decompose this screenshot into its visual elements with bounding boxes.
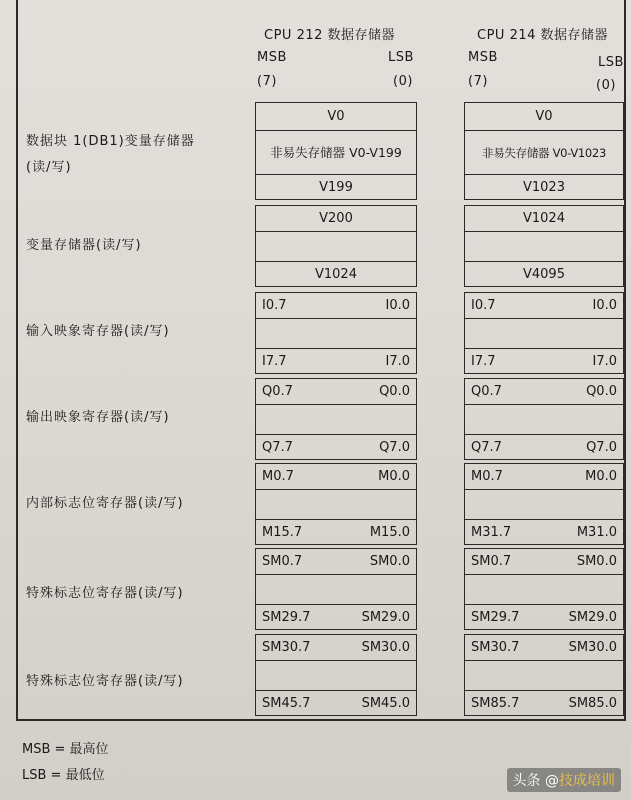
cpu212-special1-bl: SM29.7 xyxy=(262,610,311,625)
cpu214-db1-bottom: V1023 xyxy=(523,180,565,195)
cpu212-special1-mid xyxy=(256,575,416,605)
cpu214-output-br: Q7.0 xyxy=(586,440,617,455)
cpu214-special2-bl: SM85.7 xyxy=(471,696,520,711)
cpu214-output-box xyxy=(464,378,624,460)
footer-msb-legend: MSB = 最高位 xyxy=(22,742,109,757)
cpu214-input-box xyxy=(464,292,624,374)
cpu214-input-tr: I0.0 xyxy=(592,298,617,313)
cpu212-output-tl: Q0.7 xyxy=(262,384,293,399)
watermark xyxy=(507,768,621,792)
cpu214-msb: MSB xyxy=(468,50,498,65)
cpu212-special2-bottom-row xyxy=(256,691,416,716)
frame-left-line xyxy=(16,0,18,720)
cpu212-special1-box xyxy=(255,548,417,630)
cpu214-special1-br: SM29.0 xyxy=(568,610,617,625)
cpu214-special2-box xyxy=(464,634,624,716)
cpu214-input-top-row xyxy=(465,293,623,319)
cpu212-internal-bottom-row xyxy=(256,520,416,545)
cpu212-var-top: V200 xyxy=(256,206,416,232)
cpu214-output-tr: Q0.0 xyxy=(586,384,617,399)
cpu212-db1-top: V0 xyxy=(256,103,416,131)
cpu212-output-bl: Q7.7 xyxy=(262,440,293,455)
cpu212-special2-br: SM45.0 xyxy=(361,696,410,711)
cpu214-internal-bottom-row xyxy=(465,520,623,545)
watermark-name: 技成培训 xyxy=(559,773,615,789)
cpu212-special1-bottom-row xyxy=(256,605,416,630)
cpu214-internal-box xyxy=(464,463,624,545)
cpu212-internal-tl: M0.7 xyxy=(262,469,294,484)
cpu214-internal-bl: M31.7 xyxy=(471,525,512,540)
cpu214-internal-tr: M0.0 xyxy=(585,469,617,484)
cpu212-internal-mid xyxy=(256,490,416,520)
cpu212-special2-tl: SM30.7 xyxy=(262,640,311,655)
cpu212-input-box xyxy=(255,292,417,374)
cpu212-lsb: LSB xyxy=(388,50,414,65)
cpu214-output-bl: Q7.7 xyxy=(471,440,502,455)
cpu212-title: CPU 212 数据存储器 xyxy=(264,28,396,43)
cpu214-input-br: I7.0 xyxy=(592,354,617,369)
cpu214-internal-tl: M0.7 xyxy=(471,469,503,484)
cpu214-special2-top-row xyxy=(465,635,623,661)
cpu212-special2-mid xyxy=(256,661,416,691)
cpu212-output-tr: Q0.0 xyxy=(379,384,410,399)
cpu214-special1-mid xyxy=(465,575,623,605)
cpu212-input-bottom-row xyxy=(256,349,416,374)
cpu212-input-bl: I7.7 xyxy=(262,354,287,369)
cpu214-lsb-bit: (0) xyxy=(596,78,616,93)
cpu212-output-box xyxy=(255,378,417,460)
label-input-image: 输入映象寄存器(读/写) xyxy=(26,324,170,339)
cpu212-input-top-row xyxy=(256,293,416,319)
cpu212-internal-tr: M0.0 xyxy=(378,469,410,484)
cpu212-output-top-row xyxy=(256,379,416,405)
cpu212-input-tl: I0.7 xyxy=(262,298,287,313)
cpu212-var-box xyxy=(255,205,417,287)
label-special-flags-2: 特殊标志位寄存器(读/写) xyxy=(26,674,184,689)
cpu214-special2-mid xyxy=(465,661,623,691)
cpu212-special1-br: SM29.0 xyxy=(361,610,410,625)
cpu212-special1-tl: SM0.7 xyxy=(262,554,303,569)
cpu212-lsb-bit: (0) xyxy=(393,74,413,89)
cpu212-input-br: I7.0 xyxy=(385,354,410,369)
cpu214-input-bottom-row xyxy=(465,349,623,374)
cpu214-title: CPU 214 数据存储器 xyxy=(477,28,609,43)
cpu214-msb-bit: (7) xyxy=(468,74,488,89)
cpu212-internal-br: M15.0 xyxy=(369,525,410,540)
cpu214-var-box xyxy=(464,205,624,287)
cpu214-output-top-row xyxy=(465,379,623,405)
cpu212-output-br: Q7.0 xyxy=(379,440,410,455)
cpu212-output-bottom-row xyxy=(256,435,416,460)
cpu212-msb-bit: (7) xyxy=(257,74,277,89)
cpu214-lsb: LSB xyxy=(598,55,624,70)
frame-right-line xyxy=(624,0,626,720)
cpu212-special2-bl: SM45.7 xyxy=(262,696,311,711)
cpu214-internal-top-row xyxy=(465,464,623,490)
label-db1-line2: (读/写) xyxy=(26,160,72,175)
label-variable-memory: 变量存储器(读/写) xyxy=(26,238,142,253)
cpu212-db1-bottom: V199 xyxy=(319,180,353,195)
cpu212-output-mid xyxy=(256,405,416,435)
cpu214-special2-tl: SM30.7 xyxy=(471,640,520,655)
cpu214-db1-top: V0 xyxy=(465,103,623,131)
frame-bottom-line xyxy=(16,719,626,721)
cpu214-special1-box xyxy=(464,548,624,630)
label-internal-flags: 内部标志位寄存器(读/写) xyxy=(26,496,184,511)
label-db1-line1: 数据块 1(DB1)变量存储器 xyxy=(26,134,195,149)
cpu212-special1-top-row xyxy=(256,549,416,575)
cpu212-msb: MSB xyxy=(257,50,287,65)
cpu214-output-bottom-row xyxy=(465,435,623,460)
cpu212-special2-tr: SM30.0 xyxy=(361,640,410,655)
cpu212-var-mid xyxy=(256,232,416,262)
cpu212-input-tr: I0.0 xyxy=(385,298,410,313)
cpu214-special1-tr: SM0.0 xyxy=(576,554,617,569)
cpu214-input-mid xyxy=(465,319,623,349)
cpu214-internal-mid xyxy=(465,490,623,520)
cpu212-input-mid xyxy=(256,319,416,349)
cpu212-db1-mid: 非易失存储器 V0-V199 xyxy=(256,131,416,175)
label-output-image: 输出映象寄存器(读/写) xyxy=(26,410,170,425)
cpu214-input-tl: I0.7 xyxy=(471,298,496,313)
cpu214-special1-top-row xyxy=(465,549,623,575)
cpu212-special1-tr: SM0.0 xyxy=(369,554,410,569)
cpu214-special2-tr: SM30.0 xyxy=(568,640,617,655)
footer-lsb-legend: LSB = 最低位 xyxy=(22,768,105,783)
cpu212-special2-box xyxy=(255,634,417,716)
cpu214-output-mid xyxy=(465,405,623,435)
watermark-prefix: 头条 @ xyxy=(512,773,559,789)
cpu212-special2-top-row xyxy=(256,635,416,661)
cpu214-special1-bl: SM29.7 xyxy=(471,610,520,625)
cpu212-var-bottom: V1024 xyxy=(315,267,357,282)
cpu214-special2-br: SM85.0 xyxy=(568,696,617,711)
label-special-flags-1: 特殊标志位寄存器(读/写) xyxy=(26,586,184,601)
cpu214-output-tl: Q0.7 xyxy=(471,384,502,399)
cpu214-db1-box xyxy=(464,102,624,200)
cpu212-internal-top-row xyxy=(256,464,416,490)
cpu212-internal-box xyxy=(255,463,417,545)
cpu214-var-mid xyxy=(465,232,623,262)
cpu214-internal-br: M31.0 xyxy=(576,525,617,540)
cpu214-var-top: V1024 xyxy=(465,206,623,232)
cpu212-internal-bl: M15.7 xyxy=(262,525,303,540)
cpu214-input-bl: I7.7 xyxy=(471,354,496,369)
cpu214-special1-tl: SM0.7 xyxy=(471,554,512,569)
cpu212-db1-box xyxy=(255,102,417,200)
cpu214-special1-bottom-row xyxy=(465,605,623,630)
cpu214-special2-bottom-row xyxy=(465,691,623,716)
cpu214-var-bottom: V4095 xyxy=(523,267,565,282)
cpu214-db1-mid: 非易失存储器 V0-V1023 xyxy=(465,131,623,175)
